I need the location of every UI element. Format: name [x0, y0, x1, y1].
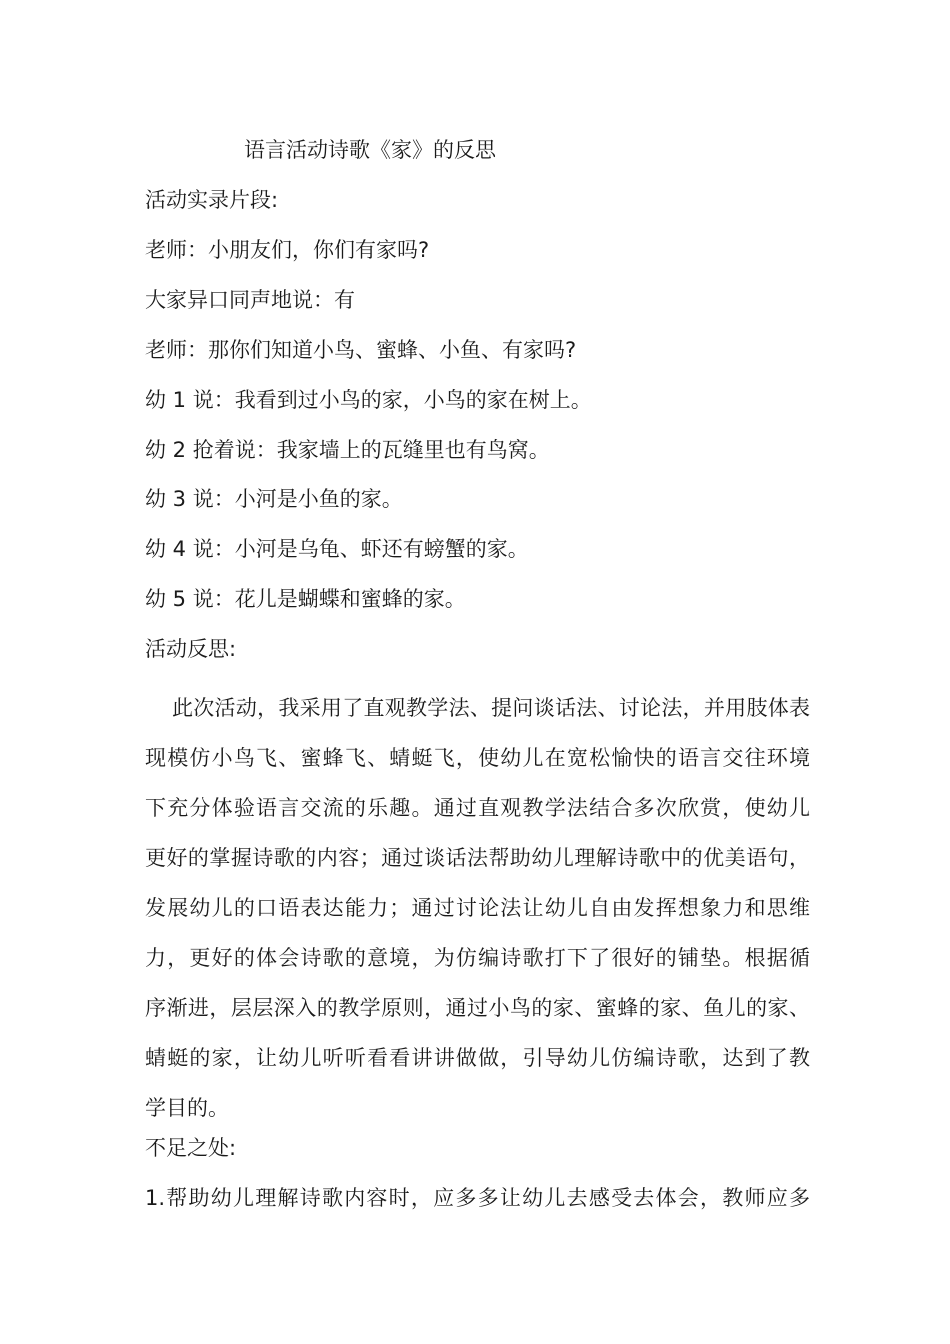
reflection-line: 序渐进，层层深入的教学原则，通过小鸟的家、蜜蜂的家、鱼儿的家、: [145, 996, 810, 1020]
reflection-line: 发展幼儿的口语表达能力；通过讨论法让幼儿自由发挥想象力和思维: [145, 896, 810, 920]
dialogue-line: 幼 1 说：我看到过小鸟的家，小鸟的家在树上。: [145, 388, 592, 412]
dialogue-line: 老师：小朋友们，你们有家吗?: [145, 238, 430, 262]
reflection-line: 此次活动，我采用了直观教学法、提问谈话法、讨论法，并用肢体表: [172, 696, 810, 720]
reflection-line: 蜻蜓的家，让幼儿听听看看讲讲做做，引导幼儿仿编诗歌，达到了教: [145, 1046, 810, 1070]
dialogue-line: 幼 5 说：花儿是蝴蝶和蜜蜂的家。: [145, 587, 466, 611]
reflection-paragraph: [145, 683, 810, 1133]
dialogue-line: 幼 4 说：小河是乌龟、虾还有螃蟹的家。: [145, 537, 529, 561]
reflection-line: 力，更好的体会诗歌的意境，为仿编诗歌打下了很好的铺垫。根据循: [145, 946, 810, 970]
shortcomings-heading: 不足之处:: [145, 1136, 237, 1160]
record-heading: 活动实录片段:: [145, 188, 279, 212]
dialogue-line: 老师：那你们知道小鸟、蜜蜂、小鱼、有家吗?: [145, 338, 577, 362]
dialogue-line: 幼 3 说：小河是小鱼的家。: [145, 487, 403, 511]
document-title: 语言活动诗歌《家》的反思: [244, 138, 496, 162]
reflection-line: 更好的掌握诗歌的内容；通过谈话法帮助幼儿理解诗歌中的优美语句，: [145, 846, 810, 870]
dialogue-line: 幼 2 抢着说：我家墙上的瓦缝里也有鸟窝。: [145, 438, 550, 462]
dialogue-line: 大家异口同声地说：有: [145, 288, 355, 312]
reflection-line: 现模仿小鸟飞、蜜蜂飞、蜻蜓飞，使幼儿在宽松愉快的语言交往环境: [145, 746, 810, 770]
reflection-line: 下充分体验语言交流的乐趣。通过直观教学法结合多次欣赏，使幼儿: [145, 796, 810, 820]
reflection-line: 学目的。: [145, 1096, 229, 1120]
reflection-heading: 活动反思:: [145, 637, 237, 661]
shortcoming-item: 1.帮助幼儿理解诗歌内容时，应多多让幼儿去感受去体会，教师应多: [145, 1186, 810, 1210]
